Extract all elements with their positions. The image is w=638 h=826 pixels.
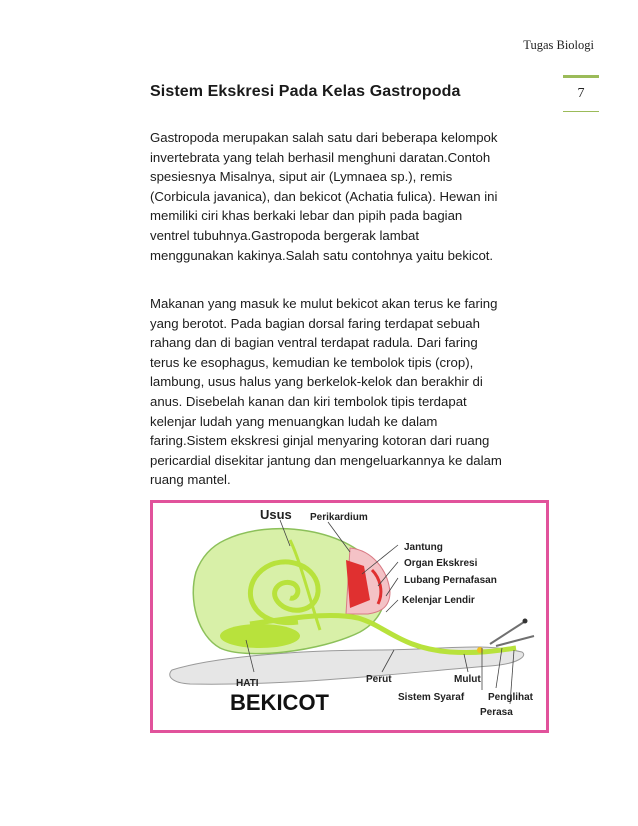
text-line: rahang dan di bagian ventral terdapat radula. Dari faring <box>150 335 478 351</box>
text-line: Gastropoda merupakan salah satu dari beberapa kelompok <box>150 130 498 145</box>
text-line: kelenjar ludah yang menuangkan ludah ke dalam <box>150 413 438 429</box>
text-line: Makanan yang masuk ke mulut bekicot akan terus ke faring <box>150 296 498 311</box>
section-title: Sistem Ekskresi Pada Kelas Gastropoda <box>150 83 461 100</box>
text-line: ruang mantel. <box>150 472 231 488</box>
text-line: pericardial disekitar jantung dan mengeluarkannya ke dalam <box>150 452 502 468</box>
label-penglihat: Penglihat <box>488 692 534 703</box>
text-line: invertebrata yang telah berhasil menghuni daratan.Contoh <box>150 149 491 165</box>
text-line: menggunakan kakinya.Salah satu contohnya yaitu bekicot. <box>150 247 494 263</box>
text-line: ventrel tubuhnya.Gastropoda bergerak lambat <box>150 227 420 243</box>
header-rule-bottom <box>563 111 599 112</box>
label-jantung: Jantung <box>404 542 443 553</box>
running-head: Tugas Biologi <box>523 38 594 52</box>
page-number: 7 <box>577 86 585 101</box>
label-sistem-syaraf: Sistem Syaraf <box>398 692 465 703</box>
text-line: yang berotot. Pada bagian dorsal faring terdapat sebuah <box>150 315 480 331</box>
label-hati: HATI <box>236 678 259 689</box>
snail-anatomy-figure <box>150 500 549 733</box>
text-line: (Corbicula javanica), dan bekicot (Achatia fulica). Hewan ini <box>150 188 498 204</box>
text-line: terus ke esophagus, kemudian ke tembolok tipis (crop), <box>150 354 474 370</box>
eye-icon <box>523 619 528 624</box>
liver-shape <box>220 624 300 648</box>
text-line: lambung, usus halus yang berkelok-kelok dan berakhir di <box>150 374 483 390</box>
snail-diagram <box>150 500 549 733</box>
text-line: faring.Sistem ekskresi ginjal menyaring kotoran dari ruang <box>150 433 490 449</box>
figure-title: BEKICOT <box>230 690 329 715</box>
paragraph-digestion <box>150 294 568 490</box>
label-perut: Perut <box>366 674 392 685</box>
label-mulut: Mulut <box>454 674 481 685</box>
label-perasa: Perasa <box>480 707 513 718</box>
label-perikardium: Perikardium <box>310 512 368 523</box>
paragraph-intro <box>150 128 568 265</box>
label-lubang-pernafasan: Lubang Pernafasan <box>404 575 497 586</box>
text-line: anus. Disebelah kanan dan kiri tembolok tipis terdapat <box>150 393 467 409</box>
label-usus: Usus <box>260 507 292 522</box>
text-line: memiliki ciri khas berkaki lebar dan pipih pada bagian <box>150 208 463 224</box>
label-kelenjar-lendir: Kelenjar Lendir <box>402 595 475 606</box>
label-organ-ekskresi: Organ Ekskresi <box>404 558 478 569</box>
header-rule-top <box>563 75 599 78</box>
text-line: spesiesnya Misalnya, siput air (Lymnaea sp.), remis <box>150 169 453 185</box>
